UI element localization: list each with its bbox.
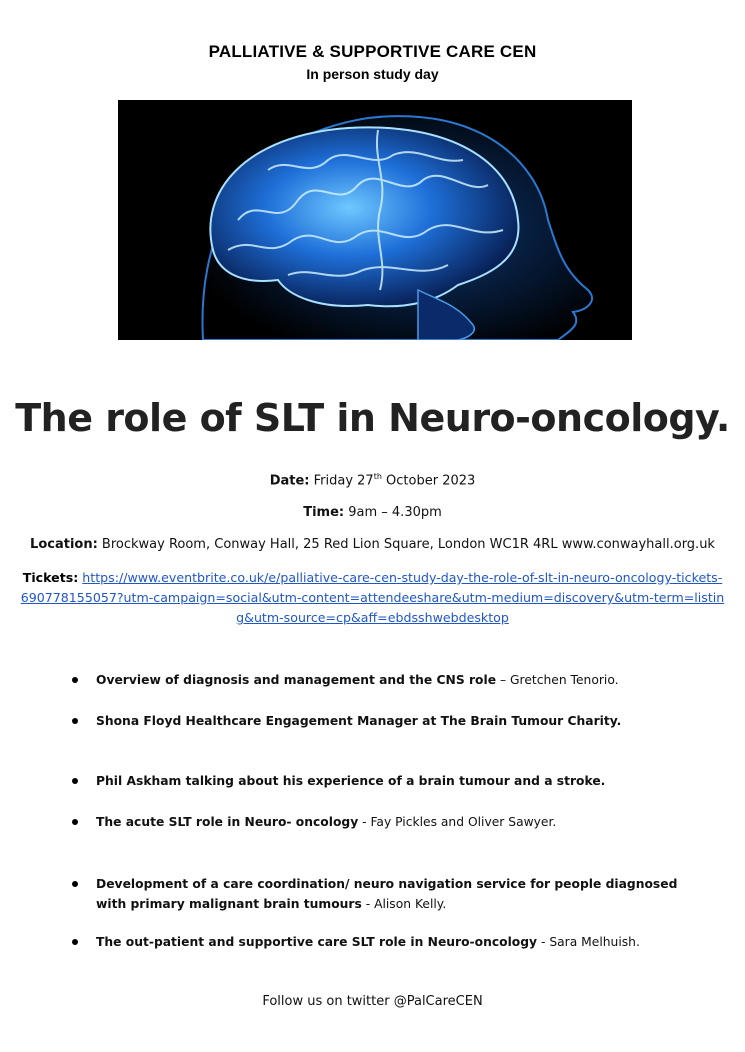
bullet-icon (72, 939, 78, 945)
agenda-topic: Overview of diagnosis and management and the CNS role (96, 673, 497, 687)
agenda-speaker: - Fay Pickles and Oliver Sawyer. (358, 815, 557, 829)
brain-icon (118, 100, 632, 340)
bullet-icon (72, 819, 78, 825)
location-value: Brockway Room, Conway Hall, 25 Red Lion Square, London WC1R 4RL www.conwayhall.org.uk (101, 537, 715, 552)
event-date (0, 472, 745, 488)
tickets-link[interactable]: https://www.eventbrite.co.uk/e/palliative-care-cen-study-day-the-role-of-slt-in-neuro-oncology-tickets-690778155057?utm-campaign=social&utm-content=attendeeshare&utm-medium=discovery&utm-term=listing&utm-source=cp&aff=ebdsshwebdesktop (20, 570, 725, 625)
bullet-icon (72, 778, 78, 784)
location-label: Location: (30, 537, 98, 552)
agenda-speaker: – Gretchen Tenorio. (496, 673, 619, 687)
bullet-icon (72, 677, 78, 683)
date-rest: October 2023 (381, 473, 476, 489)
brain-image (118, 100, 632, 340)
bullet-icon (72, 881, 78, 887)
agenda-topic: Phil Askham talking about his experience of a brain tumour and a stroke. (96, 774, 606, 788)
organization-title: PALLIATIVE & SUPPORTIVE CARE CEN (208, 42, 537, 61)
agenda-topic: Development of a care coordination/ neuro navigation service for people diagnosed with primary malignant brain tumours (96, 877, 678, 911)
page-title: The role of SLT in Neuro-oncology. (15, 396, 730, 440)
agenda-speaker: - Alison Kelly. (361, 897, 447, 911)
event-location (0, 537, 745, 552)
event-tickets (20, 568, 725, 628)
twitter-footer: Follow us on twitter @PalCareCEN (262, 994, 483, 1009)
time-label: Time: (303, 505, 345, 520)
agenda-topic: Shona Floyd Healthcare Engagement Manager at The Brain Tumour Charity. (96, 714, 622, 728)
date-suffix: th (373, 472, 382, 481)
bullet-icon (72, 718, 78, 724)
agenda-speaker: - Sara Melhuish. (537, 935, 640, 949)
agenda-topic: The out-patient and supportive care SLT role in Neuro-oncology (96, 935, 538, 949)
event-time (0, 505, 745, 520)
event-subtitle: In person study day (306, 66, 439, 82)
agenda-topic: The acute SLT role in Neuro- oncology (96, 815, 359, 829)
date-label: Date: (269, 473, 310, 489)
tickets-label: Tickets: (22, 570, 79, 585)
time-value: 9am – 4.30pm (348, 505, 442, 520)
date-day: Friday 27 (313, 473, 374, 489)
